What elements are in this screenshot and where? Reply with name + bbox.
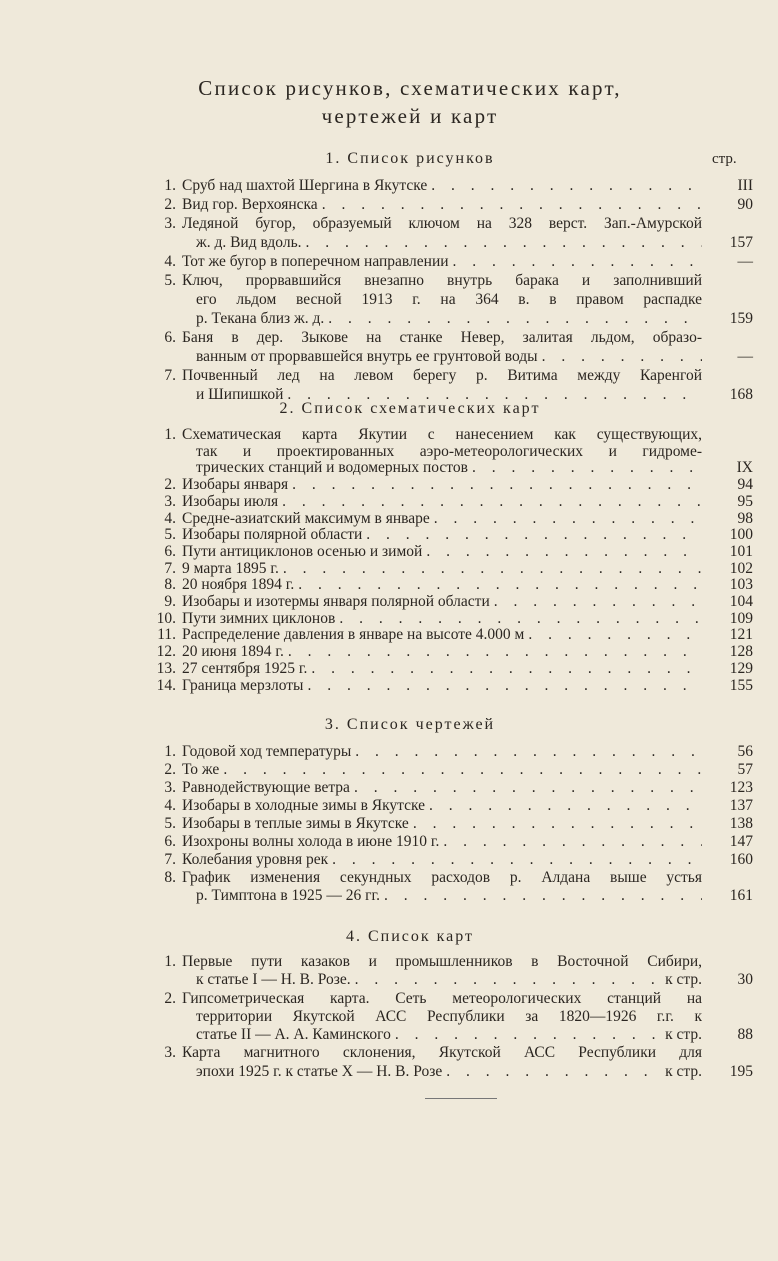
entry-text: Вид гор. Верхоянска bbox=[182, 196, 318, 213]
page-number: — bbox=[737, 348, 753, 365]
entry-text: и Шипишкой bbox=[196, 386, 284, 403]
page-number: 100 bbox=[729, 526, 753, 544]
dot-leader bbox=[468, 460, 702, 477]
section-maps bbox=[150, 953, 753, 1081]
entry-text: его льдом весной 1913 г. на 364 в. в правом распадке bbox=[196, 291, 702, 308]
entry-last-line bbox=[182, 176, 702, 195]
entry-last-line bbox=[182, 527, 702, 544]
entry-text: Изобары полярной области bbox=[182, 527, 363, 544]
dot-leader bbox=[351, 743, 702, 761]
entry-number: 5. bbox=[164, 272, 176, 289]
page-number: 147 bbox=[729, 833, 753, 850]
list-item bbox=[150, 990, 753, 1045]
page-number: 88 bbox=[737, 1026, 753, 1044]
entry-number: 2. bbox=[164, 196, 176, 213]
entry-last-line bbox=[182, 594, 702, 611]
entry-last-line bbox=[182, 611, 702, 628]
dot-leader bbox=[278, 494, 702, 511]
entry-suffix: к стр. bbox=[665, 1026, 702, 1044]
entry-number: 10. bbox=[156, 609, 176, 627]
list-item bbox=[150, 678, 753, 695]
entry-number: 4. bbox=[164, 797, 176, 814]
section-drawings bbox=[150, 743, 753, 905]
page-number: III bbox=[737, 177, 753, 194]
entry-text: так и проектированных аэро-метеорологических и гидроме- bbox=[196, 443, 702, 460]
dot-leader bbox=[362, 527, 702, 544]
page-number: 90 bbox=[737, 196, 753, 213]
entry-text: Изобары июля bbox=[182, 493, 279, 510]
entry-text: 20 ноября 1894 г. bbox=[182, 577, 295, 594]
entry-text: Колебания уровня рек bbox=[182, 851, 329, 868]
entry-number: 1. bbox=[164, 953, 176, 970]
entry-text: Первые пути казаков и промышленников в Восточной Сибири, bbox=[182, 953, 702, 970]
list-item bbox=[150, 511, 753, 528]
entry-text: 27 сентября 1925 г. bbox=[182, 660, 308, 677]
list-item bbox=[150, 611, 753, 628]
page-number: — bbox=[737, 253, 753, 270]
page-number: 129 bbox=[729, 659, 753, 677]
page-number: 168 bbox=[729, 386, 753, 403]
entry-text: Тот же бугор в поперечном направлении bbox=[182, 253, 449, 270]
dot-leader bbox=[303, 678, 702, 695]
page-number: 98 bbox=[737, 509, 753, 527]
list-item bbox=[150, 627, 753, 644]
entry-last-line bbox=[182, 195, 702, 214]
dot-leader bbox=[318, 195, 702, 214]
entry-last-line bbox=[196, 887, 702, 905]
entry-last-line bbox=[182, 815, 702, 833]
entry-last-line bbox=[182, 779, 702, 797]
dot-leader bbox=[351, 971, 663, 989]
list-item bbox=[150, 176, 753, 195]
dot-leader bbox=[427, 176, 702, 195]
list-item bbox=[150, 869, 753, 905]
page-number: 121 bbox=[729, 626, 753, 644]
page-title-line-1: Список рисунков, схематических карт, bbox=[198, 76, 622, 100]
entry-number: 2. bbox=[164, 476, 176, 494]
entry-number: 2. bbox=[164, 989, 176, 1007]
dot-leader bbox=[380, 887, 702, 905]
page-title-line-2: чертежей и карт bbox=[321, 104, 499, 128]
entry-number: 3. bbox=[164, 1044, 176, 1062]
entry-number: 14. bbox=[156, 676, 176, 694]
section-figures bbox=[150, 176, 753, 404]
entry-text: Пути антициклонов осенью и зимой bbox=[182, 543, 423, 560]
dot-leader bbox=[307, 661, 702, 678]
page-number: 123 bbox=[729, 779, 753, 796]
entry-text: р. Текана близ ж. д. bbox=[196, 310, 325, 327]
divider bbox=[425, 1098, 497, 1099]
entry-number: 11. bbox=[157, 626, 176, 644]
page-number: 103 bbox=[729, 576, 753, 594]
entry-text: р. Тимптона в 1925 — 26 гг. bbox=[196, 887, 381, 904]
entry-last-line bbox=[182, 644, 702, 661]
entry-text: Баня в дер. Зыкове на станке Невер, залитая льдом, образо- bbox=[182, 329, 702, 346]
list-item bbox=[150, 544, 753, 561]
list-item bbox=[150, 328, 753, 366]
page-number: 56 bbox=[737, 743, 753, 760]
entry-text: территории Якутской АСС Республики за 1820—1926 г.г. к bbox=[196, 1007, 702, 1025]
page-number: 101 bbox=[729, 542, 753, 560]
entry-number: 6. bbox=[164, 329, 176, 346]
entry-text: Ледяной бугор, образуемый ключом на 328 верст. Зап.-Амурской bbox=[182, 215, 702, 232]
list-item bbox=[150, 561, 753, 578]
list-item bbox=[150, 527, 753, 544]
list-item bbox=[150, 797, 753, 815]
list-item bbox=[150, 833, 753, 851]
entry-last-line bbox=[182, 851, 702, 869]
entry-text: То же bbox=[182, 761, 220, 778]
entry-text: статье II — А. А. Каминского bbox=[196, 1026, 391, 1044]
list-item bbox=[150, 1044, 753, 1081]
dot-leader bbox=[219, 761, 702, 779]
list-item bbox=[150, 953, 753, 990]
list-item bbox=[150, 815, 753, 833]
entry-text: Почвенный лед на левом берегу р. Витима между Каренгой bbox=[182, 367, 702, 384]
entry-number: 8. bbox=[164, 576, 176, 594]
dot-leader bbox=[324, 309, 702, 328]
dot-leader bbox=[524, 627, 702, 644]
entry-number: 13. bbox=[156, 659, 176, 677]
entry-last-line bbox=[196, 1063, 702, 1081]
entry-last-line bbox=[182, 561, 702, 578]
page-number: 160 bbox=[729, 851, 753, 868]
entry-last-line bbox=[182, 678, 702, 695]
entry-last-line bbox=[182, 544, 702, 561]
list-item bbox=[150, 779, 753, 797]
dot-leader bbox=[294, 577, 702, 594]
entry-text: Равнодействующие ветра bbox=[182, 779, 350, 796]
entry-text: ванным от прорвавшейся внутрь ее грунтовой воды bbox=[196, 348, 538, 365]
entry-last-line bbox=[196, 971, 702, 989]
dot-leader bbox=[328, 851, 702, 869]
entry-number: 6. bbox=[164, 833, 176, 850]
list-item bbox=[150, 477, 753, 494]
entry-text: Изобары в теплые зимы в Якутске bbox=[182, 815, 409, 832]
entry-text: Карта магнитного склонения, Якутской АСС Республики для bbox=[182, 1044, 702, 1062]
list-item bbox=[150, 494, 753, 511]
dot-leader bbox=[279, 561, 702, 578]
entry-number: 5. bbox=[164, 815, 176, 832]
entry-last-line bbox=[196, 460, 702, 477]
page-number: 104 bbox=[729, 593, 753, 611]
dot-leader bbox=[538, 347, 702, 366]
dot-leader bbox=[430, 511, 702, 528]
page-number: 155 bbox=[729, 676, 753, 694]
entry-text: Распределение давления в январе на высоте 4.000 м bbox=[182, 627, 525, 644]
entry-number: 6. bbox=[164, 542, 176, 560]
dot-leader bbox=[284, 644, 702, 661]
list-item bbox=[150, 594, 753, 611]
entry-text: Изобары и изотермы января полярной области bbox=[182, 594, 490, 611]
dot-leader bbox=[288, 477, 702, 494]
entry-text: Сруб над шахтой Шергина в Якутске bbox=[182, 177, 428, 194]
entry-last-line bbox=[196, 233, 702, 252]
entry-text: Изобары в холодные зимы в Якутске bbox=[182, 797, 426, 814]
dot-leader bbox=[425, 797, 702, 815]
list-item bbox=[150, 743, 753, 761]
entry-suffix: к стр. bbox=[665, 971, 702, 989]
page-number: 157 bbox=[729, 234, 753, 251]
dot-leader bbox=[422, 544, 702, 561]
entry-number: 5. bbox=[164, 526, 176, 544]
entry-last-line bbox=[182, 577, 702, 594]
list-item bbox=[150, 252, 753, 271]
page-number: 109 bbox=[729, 609, 753, 627]
entry-text: ж. д. Вид вдоль. bbox=[196, 234, 302, 251]
entry-last-line bbox=[182, 627, 702, 644]
page-number: 57 bbox=[737, 761, 753, 778]
entry-number: 1. bbox=[164, 426, 176, 443]
list-item bbox=[150, 644, 753, 661]
entry-number: 1. bbox=[164, 177, 176, 194]
entry-text: Схематическая карта Якутии с нанесением как существующих, bbox=[182, 427, 702, 443]
entry-last-line bbox=[182, 477, 702, 494]
entry-number: 3. bbox=[164, 215, 176, 232]
page-number: 30 bbox=[737, 971, 753, 989]
entry-text: Средне-азиатский максимум в январе bbox=[182, 510, 430, 527]
page-number: IX bbox=[736, 459, 753, 477]
entry-text: к статье I — Н. В. Розе. bbox=[196, 971, 351, 989]
entry-text: Пути зимних циклонов bbox=[182, 610, 336, 627]
dot-leader bbox=[302, 233, 702, 252]
entry-number: 9. bbox=[164, 593, 176, 611]
dot-leader bbox=[490, 594, 702, 611]
entry-number: 4. bbox=[164, 253, 176, 270]
entry-number: 3. bbox=[164, 779, 176, 796]
page-column-label: стр. bbox=[712, 151, 737, 167]
entry-last-line bbox=[182, 494, 702, 511]
entry-text: Гипсометрическая карта. Сеть метеорологических станций на bbox=[182, 989, 702, 1007]
dot-leader bbox=[350, 779, 702, 797]
entry-last-line bbox=[182, 797, 702, 815]
entry-text: График изменения секундных расходов р. Алдана выше устья bbox=[182, 869, 702, 886]
entry-last-line bbox=[196, 1026, 702, 1044]
entry-last-line bbox=[182, 761, 702, 779]
entry-text: Граница мерзлоты bbox=[182, 677, 304, 694]
section-heading-maps: 4. Список карт bbox=[345, 928, 475, 945]
entry-last-line bbox=[196, 347, 702, 366]
dot-leader bbox=[391, 1026, 663, 1044]
dot-leader bbox=[442, 1063, 663, 1081]
entry-number: 2. bbox=[164, 761, 176, 778]
list-item bbox=[150, 577, 753, 594]
entry-last-line bbox=[182, 661, 702, 678]
entry-last-line bbox=[182, 252, 702, 271]
page-number: 137 bbox=[729, 797, 753, 814]
entry-number: 1. bbox=[164, 743, 176, 760]
page-number: 159 bbox=[729, 310, 753, 327]
entry-number: 3. bbox=[164, 492, 176, 510]
entry-number: 4. bbox=[164, 509, 176, 527]
entry-last-line bbox=[182, 511, 702, 528]
entry-text: Изохроны волны холода в июне 1910 г. bbox=[182, 833, 440, 850]
page-number: 102 bbox=[729, 559, 753, 577]
dot-leader bbox=[409, 815, 702, 833]
entry-text: эпохи 1925 г. к статье X — Н. В. Розе bbox=[196, 1062, 443, 1080]
section-heading-drawings: 3. Список чертежей bbox=[324, 716, 496, 733]
list-item bbox=[150, 366, 753, 404]
page-number: 138 bbox=[729, 815, 753, 832]
entry-text: 20 июня 1894 г. bbox=[182, 644, 284, 661]
list-item bbox=[150, 427, 753, 477]
entry-last-line bbox=[196, 309, 702, 328]
entry-number: 12. bbox=[156, 643, 176, 661]
page-number: 161 bbox=[729, 887, 753, 904]
entry-last-line bbox=[182, 743, 702, 761]
section-schematic-maps bbox=[150, 427, 753, 694]
list-item bbox=[150, 851, 753, 869]
section-heading-figures: 1. Список рисунков bbox=[325, 150, 495, 167]
list-item bbox=[150, 271, 753, 328]
entry-number: 8. bbox=[164, 869, 176, 886]
dot-leader bbox=[439, 833, 702, 851]
list-item bbox=[150, 761, 753, 779]
entry-text: трических станций и водомерных постов bbox=[196, 460, 468, 477]
dot-leader bbox=[449, 252, 702, 271]
list-item bbox=[150, 661, 753, 678]
entry-number: 7. bbox=[164, 559, 176, 577]
entry-last-line bbox=[182, 833, 702, 851]
page-number: 94 bbox=[737, 476, 753, 494]
page-number: 95 bbox=[737, 492, 753, 510]
entry-text: Годовой ход температуры bbox=[182, 743, 352, 760]
list-item bbox=[150, 214, 753, 252]
entry-text: Изобары января bbox=[182, 477, 289, 494]
section-heading-schematic-maps: 2. Список схематических карт bbox=[279, 400, 541, 417]
dot-leader bbox=[335, 611, 702, 628]
page-number: 128 bbox=[729, 643, 753, 661]
entry-text: 9 марта 1895 г. bbox=[182, 560, 279, 577]
list-item bbox=[150, 195, 753, 214]
entry-number: 7. bbox=[164, 851, 176, 868]
entry-number: 7. bbox=[164, 367, 176, 384]
entry-suffix: к стр. bbox=[665, 1062, 702, 1080]
entry-text: Ключ, прорвавшийся внезапно внутрь барака и заполнивший bbox=[182, 272, 702, 289]
page-number: 195 bbox=[729, 1062, 753, 1080]
